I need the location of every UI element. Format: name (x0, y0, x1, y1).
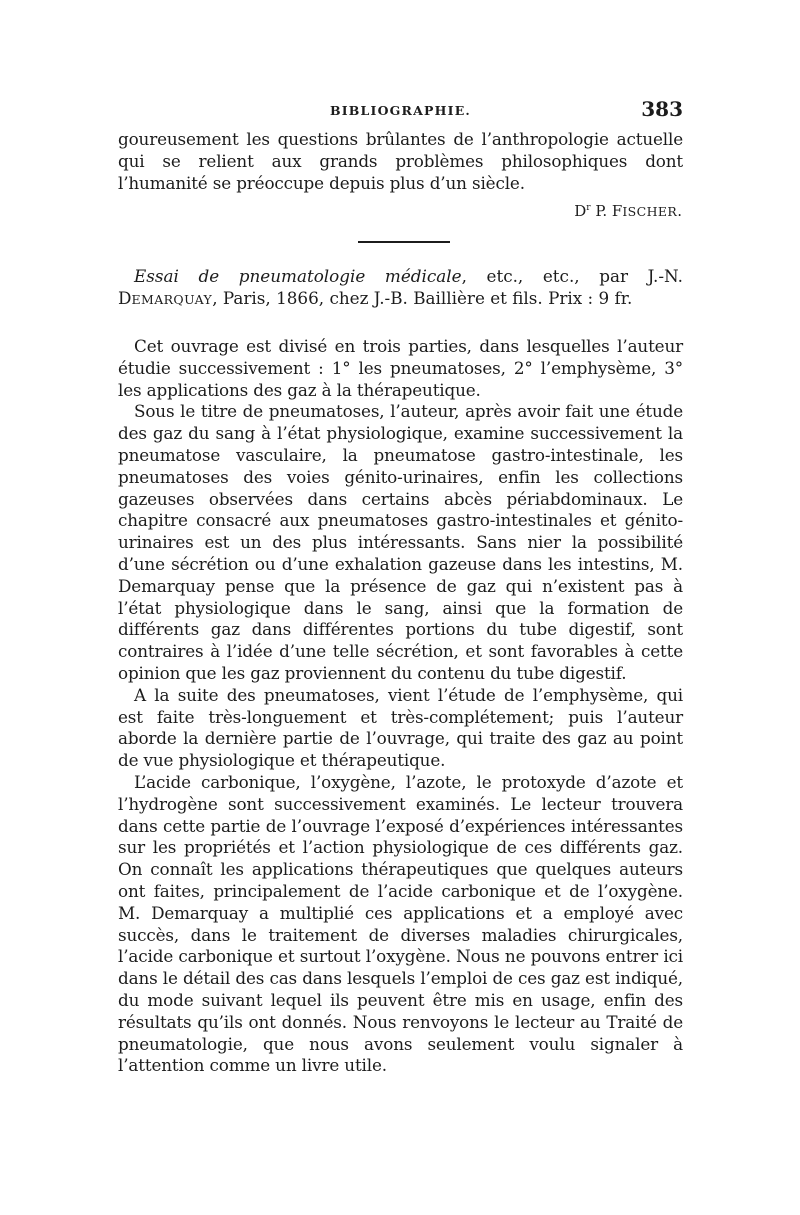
running-head (118, 97, 683, 127)
signature-prefix: D (574, 202, 587, 220)
section-divider-rule (358, 241, 450, 243)
signature-superscript: r (586, 203, 591, 213)
signature-initial: P. F (595, 202, 623, 220)
entry-author-lead: , etc., etc., par J.-N. D (118, 266, 683, 308)
review-paragraph-1: Cet ouvrage est divisé en trois parties, dans lesquelles l’auteur étudie successivement : 1° les pneumatoses, 2° l’emphysème, 3° les applications des gaz à la thérapeutique. (118, 336, 683, 400)
signature-end: . (677, 202, 682, 220)
page-number: 383 (641, 97, 683, 121)
review-paragraph-4: L’acide carbonique, l’oxygène, l’azote, le protoxyde d’azote et l’hydrogène sont successivement examinés. Le lecteur trouvera dans cette partie de l’ouvrage l’exposé d’expériences intéressantes sur les propriétés et l’action physiologique de ces différents gaz. On connaît les applications thérapeutiques que quelques auteurs ont faites, principalement de l’acide carbonique et de l’oxygène. M. Demarquay a multiplié ces applications et a employé avec succès, dans le traitement de diverses maladies chirurgicales, l’acide carbonique et surtout l’oxygène. Nous ne pouvons entrer ici dans le détail des cas dans lesquels l’emploi de ces gaz est indiqué, du mode suivant lequel ils peuvent être mis en usage, enfin des résultats qu’ils ont donnés. Nous renvoyons le lecteur au Traité de pneumatologie, que nous avons seulement voulu signaler à l’attention comme un livre utile. (118, 771, 683, 1076)
signature-name-smallcaps: ISCHER (622, 204, 678, 219)
review-signature (574, 202, 682, 220)
review-paragraph-2: Sous le titre de pneumatoses, l’auteur, après avoir fait une étude des gaz du sang à l’état physiologique, examine successivement la pneumatose vasculaire, la pneumatose gastro-intestinale, les pneumatoses des voies génito-urinaires, enfin les collections gazeuses observées dans certains abcès périabdominaux. Le chapitre consacré aux pneumatoses gastro-intestinales et génito-urinaires est un des plus intéressants. Sans nier la possibilité d’une sécrétion ou d’une exhalation gazeuse dans les intestins, M. Demarquay pense que la présence de gaz qui n’existent pas à l’état physiologique dans le sang, ainsi que la formation de différents gaz dans différentes portions du tube digestif, sont contraires à l’idée d’une telle sécrétion, et sont favorables à cette opinion que les gaz proviennent du contenu du tube digestif. (118, 401, 683, 683)
running-head-title: BIBLIOGRAPHIE. (329, 103, 471, 118)
previous-review-ending (118, 129, 683, 194)
bibliographic-entry (118, 265, 683, 311)
review-body (118, 336, 683, 1077)
entry-author-smallcaps: EMARQUAY (131, 292, 213, 307)
book-title: Essai de pneumatologie médicale (134, 266, 462, 286)
previous-review-text: goureusement les questions brûlantes de l’anthropologie actuelle qui se relient aux grands problèmes philosophiques dont l’humanité se préoccupe depuis plus d’un siècle. (118, 129, 683, 193)
entry-details: , Paris, 1866, chez J.-B. Baillière et fils. Prix : 9 fr. (212, 288, 633, 308)
review-paragraph-3: A la suite des pneumatoses, vient l’étude de l’emphysème, qui est faite très-longuement et très-complétement; puis l’auteur aborde la dernière partie de l’ouvrage, qui traite des gaz au point de vue physiologique et thérapeutique. (118, 684, 683, 771)
